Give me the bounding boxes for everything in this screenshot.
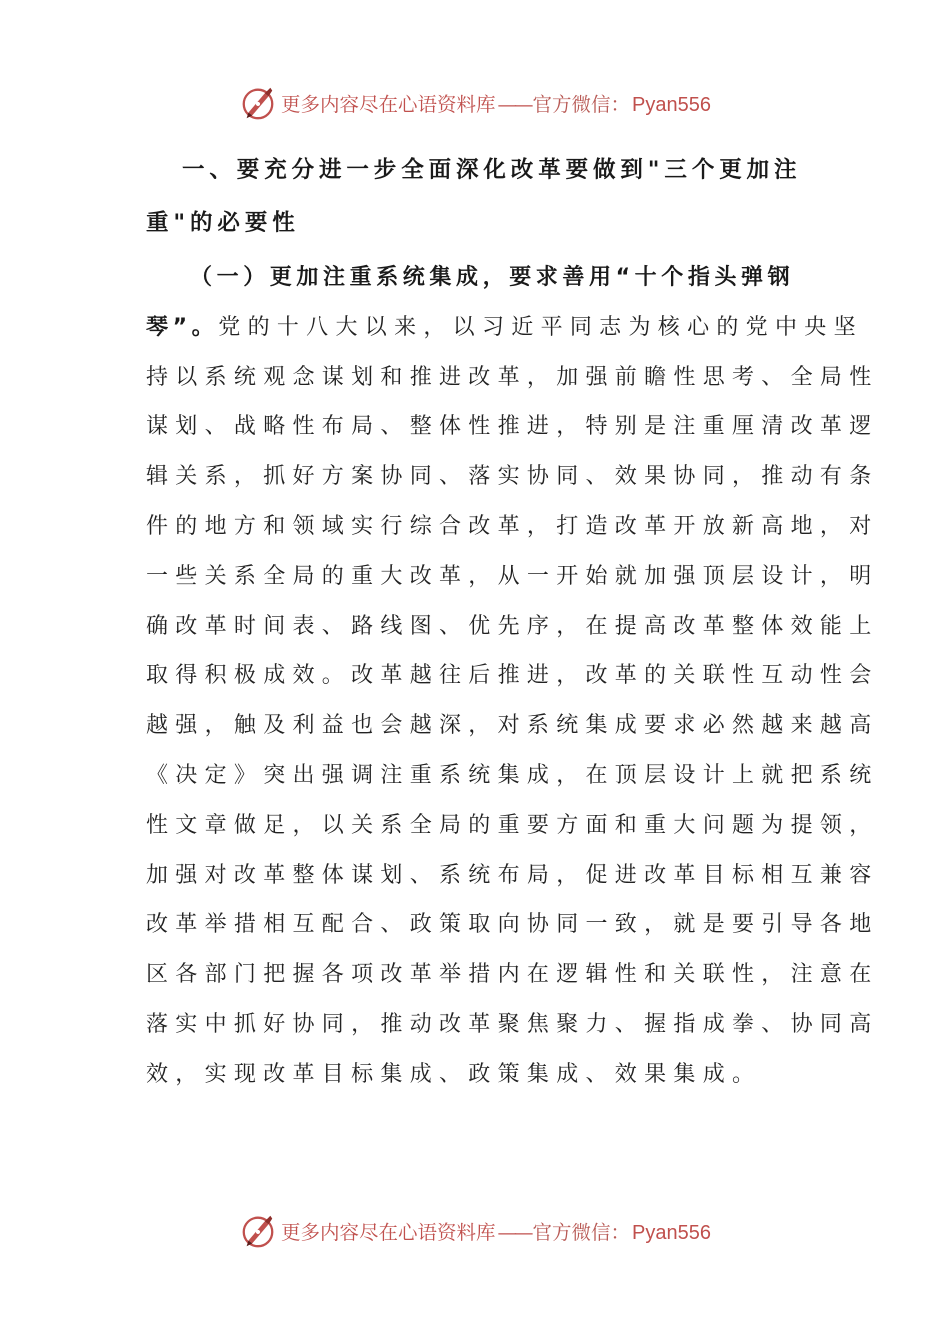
header-banner (0, 80, 950, 126)
banner-title: 更多内容尽在心语资料库 (281, 93, 496, 116)
paragraph-line: 取得积极成效。改革越往后推进，改革的关联性互动性会 (146, 663, 879, 689)
paragraph-line: 改革举措相互配合、政策取向协同一致，就是要引导各地 (146, 912, 879, 938)
pen-nib-logo-icon (239, 84, 277, 122)
paragraph-line: 效，实现改革目标集成、政策集成、效果集成。 (146, 1061, 762, 1087)
pen-nib-logo-icon (239, 1212, 277, 1250)
banner-separator: —— (497, 93, 531, 116)
heading-line-1 (146, 144, 806, 197)
paragraph-line: 一些关系全局的重大改革，从一开始就加强顶层设计，明 (146, 563, 879, 589)
body-paragraph (146, 253, 879, 1100)
paragraph-line: 件的地方和领域实行综合改革，打造改革开放新高地，对 (146, 513, 879, 539)
paragraph-lead-line-1 (146, 253, 810, 303)
paragraph-line: 辑关系，抓好方案协同、落实协同、效果协同，推动有条 (146, 464, 879, 490)
paragraph-line: 谋划、战略性布局、整体性推进，特别是注重厘清改革逻 (146, 414, 879, 440)
wechat-id: Pyan556 (632, 1222, 711, 1244)
wechat-id: Pyan556 (632, 94, 711, 116)
banner-text (281, 1217, 711, 1245)
banner-separator: —— (497, 1221, 531, 1244)
subsection-title-end: 琴”。 (146, 314, 219, 340)
paragraph-text: 党的十八大以来，以习近平同志为核心的党中央坚 (218, 314, 863, 340)
wechat-label: 官方微信： (532, 93, 631, 116)
paragraph-line: 区各部门把握各项改革举措内在逻辑性和关联性，注意在 (146, 962, 879, 988)
heading-line-2: 重"的必要性 (146, 210, 300, 236)
banner-title: 更多内容尽在心语资料库 (281, 1221, 496, 1244)
wechat-label: 官方微信： (532, 1221, 631, 1244)
paragraph-line: 越强，触及利益也会越深，对系统集成要求必然越来越高 (146, 713, 879, 739)
paragraph-line (146, 303, 863, 353)
paragraph-line: 落实中抓好协同，推动改革聚焦聚力、握指成拳、协同高 (146, 1011, 879, 1037)
section-heading (146, 144, 806, 250)
paragraph-line: 性文章做足，以关系全局的重要方面和重大问题为提领， (146, 812, 879, 838)
paragraph-line: 《决定》突出强调注重系统集成，在顶层设计上就把系统 (146, 762, 879, 788)
heading-line-1-text: 一、要充分进一步全面深化改革要做到"三个更加注 (182, 157, 802, 183)
paragraph-line: 加强对改革整体谋划、系统布局，促进改革目标相互兼容 (146, 862, 879, 888)
footer-banner (0, 1208, 950, 1254)
paragraph-line: 持以系统观念谋划和推进改革，加强前瞻性思考、全局性 (146, 364, 879, 390)
subsection-title: （一）更加注重系统集成，要求善用“十个指头弹钢 (190, 265, 795, 290)
paragraph-line: 确改革时间表、路线图、优先序，在提高改革整体效能上 (146, 613, 879, 639)
banner-text (281, 89, 711, 117)
